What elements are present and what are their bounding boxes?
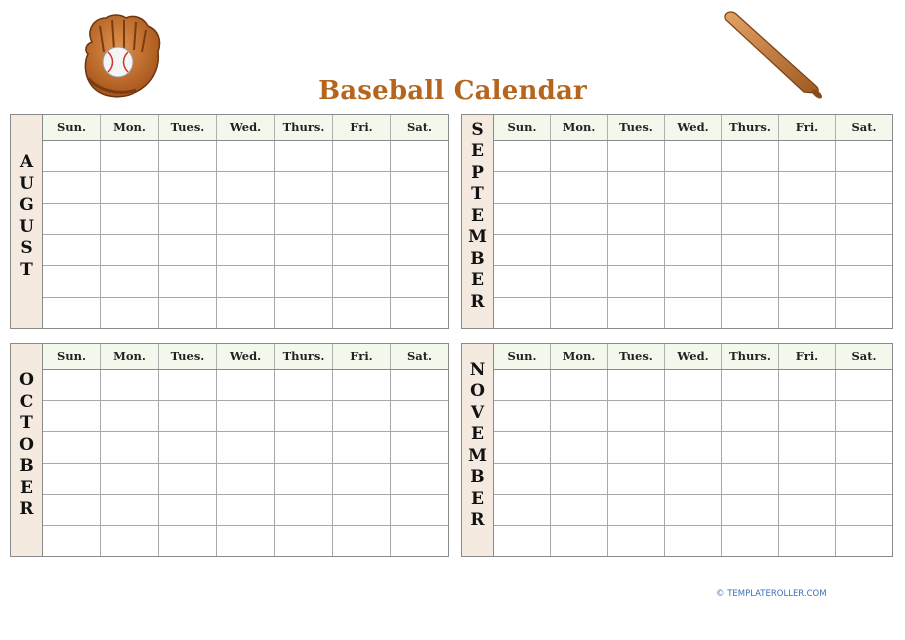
day-cell[interactable]: [275, 526, 333, 556]
week-row: [43, 235, 448, 266]
day-cell[interactable]: [722, 464, 779, 494]
day-cell[interactable]: [494, 464, 551, 494]
day-cell[interactable]: [494, 298, 551, 328]
day-cell[interactable]: [159, 495, 217, 525]
day-cell[interactable]: [275, 298, 333, 328]
day-cell[interactable]: [551, 204, 608, 234]
day-cell[interactable]: [836, 204, 892, 234]
week-row: [494, 266, 892, 297]
month-name-letter: C: [19, 391, 34, 412]
week-row: [43, 141, 448, 172]
month-label-column: [462, 344, 494, 556]
day-cell[interactable]: [779, 266, 836, 296]
day-cell[interactable]: [608, 401, 665, 431]
day-cell[interactable]: [43, 526, 101, 556]
day-cell[interactable]: [608, 370, 665, 400]
day-cell[interactable]: [159, 370, 217, 400]
day-cell[interactable]: [494, 266, 551, 296]
week-row: [494, 495, 892, 526]
week-row: [494, 172, 892, 203]
day-cell[interactable]: [608, 464, 665, 494]
day-cell[interactable]: [275, 141, 333, 171]
weekday-header: Fri.: [333, 115, 391, 140]
day-cell[interactable]: [722, 204, 779, 234]
month-name-letter: U: [19, 216, 34, 237]
day-cell[interactable]: [836, 235, 892, 265]
month-name-letter: P: [471, 162, 484, 183]
day-cell[interactable]: [275, 266, 333, 296]
day-cell[interactable]: [333, 495, 391, 525]
day-cell[interactable]: [217, 401, 275, 431]
day-cell[interactable]: [159, 464, 217, 494]
week-row: [43, 495, 448, 526]
day-cell[interactable]: [551, 495, 608, 525]
day-cell[interactable]: [391, 204, 448, 234]
weekday-header: Sat.: [851, 120, 877, 134]
day-cell[interactable]: [217, 495, 275, 525]
day-cell[interactable]: [159, 526, 217, 556]
day-cell[interactable]: [275, 370, 333, 400]
day-cell[interactable]: [333, 464, 391, 494]
month-name-letter: B: [19, 456, 34, 477]
day-cell[interactable]: [43, 141, 101, 171]
day-cell[interactable]: [722, 141, 779, 171]
day-cell[interactable]: [43, 172, 101, 202]
day-cell[interactable]: [333, 370, 391, 400]
page-title: Baseball Calendar: [318, 76, 587, 106]
day-cell[interactable]: [333, 141, 391, 171]
day-cell[interactable]: [159, 266, 217, 296]
day-cell[interactable]: [608, 204, 665, 234]
day-cell[interactable]: [494, 432, 551, 462]
day-cell[interactable]: [551, 266, 608, 296]
month-name-letter: M: [468, 445, 487, 466]
day-cell[interactable]: [722, 526, 779, 556]
month-name-letter: V: [470, 402, 485, 423]
day-cell[interactable]: [101, 370, 159, 400]
day-cell[interactable]: [391, 495, 448, 525]
day-cell[interactable]: [608, 266, 665, 296]
day-cell[interactable]: [551, 526, 608, 556]
day-cell[interactable]: [551, 298, 608, 328]
day-cell[interactable]: [608, 432, 665, 462]
day-cell[interactable]: [275, 464, 333, 494]
day-cell[interactable]: [779, 370, 836, 400]
day-cell[interactable]: [43, 266, 101, 296]
day-cell[interactable]: [779, 432, 836, 462]
day-cell[interactable]: [43, 298, 101, 328]
day-cell[interactable]: [551, 464, 608, 494]
day-cell[interactable]: [43, 464, 101, 494]
day-cell[interactable]: [391, 141, 448, 171]
month-name-letter: E: [471, 488, 484, 509]
day-cell[interactable]: [391, 370, 448, 400]
day-cell[interactable]: [275, 495, 333, 525]
weekday-header: Sun.: [43, 115, 101, 140]
month-name-letter: R: [470, 510, 485, 530]
weekday-header: Fri.: [779, 115, 836, 140]
day-cell[interactable]: [665, 432, 722, 462]
day-cell[interactable]: [608, 235, 665, 265]
day-cell[interactable]: [217, 266, 275, 296]
day-cell[interactable]: [608, 141, 665, 171]
day-cell[interactable]: [275, 401, 333, 431]
month-grid: [494, 115, 892, 328]
day-cell[interactable]: [722, 298, 779, 328]
day-cell[interactable]: [665, 141, 722, 171]
day-cell[interactable]: [494, 370, 551, 400]
week-row: [494, 526, 892, 556]
day-cell[interactable]: [779, 298, 836, 328]
day-cell[interactable]: [494, 141, 551, 171]
day-cell[interactable]: [159, 204, 217, 234]
day-cell[interactable]: [101, 172, 159, 202]
month-label-column: [462, 115, 494, 328]
week-row: [43, 298, 448, 328]
month-label-column: [11, 115, 43, 328]
weekday-header: Sat.: [851, 349, 877, 363]
week-row: [43, 526, 448, 556]
month-grid: [494, 344, 892, 556]
day-cell[interactable]: [665, 464, 722, 494]
month-name-letter: S: [20, 238, 33, 258]
day-cell[interactable]: [333, 204, 391, 234]
day-cell[interactable]: [722, 266, 779, 296]
day-cell[interactable]: [217, 141, 275, 171]
day-cell[interactable]: [43, 204, 101, 234]
month-label-column: [11, 344, 43, 556]
day-cell[interactable]: [101, 495, 159, 525]
month-name-letter: B: [470, 467, 485, 487]
day-cell[interactable]: [665, 495, 722, 525]
day-cell[interactable]: [722, 401, 779, 431]
day-cell[interactable]: [101, 526, 159, 556]
month-calendar-august: [10, 114, 449, 329]
weekday-header: Wed.: [217, 115, 275, 140]
week-row: [43, 266, 448, 297]
day-cell[interactable]: [333, 432, 391, 462]
month-name-letter: O: [470, 381, 485, 401]
day-cell[interactable]: [836, 370, 892, 400]
weekday-header: Sun.: [494, 344, 551, 369]
weekday-header: Sun.: [43, 344, 101, 369]
weekday-header: Mon.: [101, 115, 159, 140]
day-cell[interactable]: [551, 432, 608, 462]
day-cell[interactable]: [722, 432, 779, 462]
weekday-header: Mon.: [101, 344, 159, 369]
day-cell[interactable]: [391, 464, 448, 494]
day-cell[interactable]: [494, 495, 551, 525]
day-cell[interactable]: [665, 298, 722, 328]
day-cell[interactable]: [494, 526, 551, 556]
month-name-letter: M: [468, 227, 487, 248]
weekday-header: Wed.: [217, 344, 275, 369]
day-cell[interactable]: [836, 298, 892, 328]
weekday-header-row: [494, 344, 892, 370]
footer-credit[interactable]: © TEMPLATEROLLER.COM: [716, 589, 827, 599]
day-cell[interactable]: [608, 298, 665, 328]
day-cell[interactable]: [101, 401, 159, 431]
day-cell[interactable]: [333, 526, 391, 556]
weekday-header: Thurs.: [275, 344, 333, 369]
day-cell[interactable]: [551, 141, 608, 171]
month-calendar-november: [461, 343, 893, 557]
day-cell[interactable]: [159, 172, 217, 202]
weekday-header: Fri.: [779, 344, 836, 369]
month-name-letter: E: [20, 477, 33, 498]
month-grid: [43, 344, 448, 556]
day-cell[interactable]: [836, 526, 892, 556]
day-cell[interactable]: [101, 204, 159, 234]
week-row: [43, 172, 448, 203]
month-name-letter: T: [20, 259, 33, 280]
weekday-header: Tues.: [608, 115, 665, 140]
week-row: [43, 204, 448, 235]
week-row: [494, 204, 892, 235]
day-cell[interactable]: [217, 172, 275, 202]
month-name-letter: N: [469, 359, 486, 380]
day-cell[interactable]: [275, 235, 333, 265]
day-cell[interactable]: [494, 204, 551, 234]
day-cell[interactable]: [217, 298, 275, 328]
week-row: [494, 401, 892, 432]
week-row: [494, 464, 892, 495]
day-cell[interactable]: [391, 172, 448, 202]
week-row: [43, 432, 448, 463]
month-name: [19, 152, 34, 281]
day-cell[interactable]: [43, 235, 101, 265]
month-grid: [43, 115, 448, 328]
day-cell[interactable]: [391, 298, 448, 328]
day-cell[interactable]: [217, 464, 275, 494]
day-cell[interactable]: [217, 370, 275, 400]
month-name-letter: R: [19, 499, 34, 520]
day-cell[interactable]: [217, 204, 275, 234]
day-cell[interactable]: [43, 370, 101, 400]
day-cell[interactable]: [665, 266, 722, 296]
week-row: [43, 370, 448, 401]
weekday-header-row: [494, 115, 892, 141]
day-cell[interactable]: [608, 495, 665, 525]
month-name-letter: E: [471, 424, 484, 444]
weekday-header: Thurs.: [275, 115, 333, 140]
day-cell[interactable]: [275, 432, 333, 462]
weekday-header: Sun.: [494, 115, 551, 140]
day-cell[interactable]: [551, 235, 608, 265]
month-name-letter: E: [471, 141, 484, 162]
weekday-header: Fri.: [333, 344, 391, 369]
day-cell[interactable]: [551, 172, 608, 202]
day-cell[interactable]: [43, 432, 101, 462]
day-cell[interactable]: [836, 401, 892, 431]
day-cell[interactable]: [101, 464, 159, 494]
month-name-letter: B: [470, 248, 485, 269]
week-row: [494, 141, 892, 172]
day-cell[interactable]: [779, 172, 836, 202]
day-cell[interactable]: [333, 235, 391, 265]
month-name-letter: O: [19, 434, 34, 455]
weekday-header: Thurs.: [722, 115, 779, 140]
day-cell[interactable]: [159, 141, 217, 171]
day-cell[interactable]: [779, 464, 836, 494]
day-cell[interactable]: [836, 266, 892, 296]
month-name-letter: T: [20, 413, 33, 434]
weekday-header: Sat.: [406, 349, 433, 363]
weekday-header: Mon.: [551, 344, 608, 369]
day-cell[interactable]: [722, 172, 779, 202]
day-cell[interactable]: [159, 401, 217, 431]
month-name-letter: E: [471, 205, 484, 226]
day-cell[interactable]: [333, 266, 391, 296]
day-cell[interactable]: [217, 235, 275, 265]
day-cell[interactable]: [779, 141, 836, 171]
day-cell[interactable]: [101, 266, 159, 296]
week-row: [43, 401, 448, 432]
day-cell[interactable]: [333, 401, 391, 431]
month-name: [468, 360, 487, 532]
weekday-header: Tues.: [159, 344, 217, 369]
day-cell[interactable]: [217, 526, 275, 556]
day-cell[interactable]: [275, 204, 333, 234]
week-row: [494, 370, 892, 401]
week-row: [494, 235, 892, 266]
month-name-letter: G: [19, 195, 34, 215]
day-cell[interactable]: [608, 526, 665, 556]
weekday-header: Wed.: [665, 115, 722, 140]
day-cell[interactable]: [836, 464, 892, 494]
day-cell[interactable]: [836, 432, 892, 462]
day-cell[interactable]: [101, 432, 159, 462]
day-cell[interactable]: [779, 204, 836, 234]
month-name-letter: U: [19, 173, 34, 194]
day-cell[interactable]: [391, 401, 448, 431]
week-row: [494, 298, 892, 328]
day-cell[interactable]: [43, 495, 101, 525]
day-cell[interactable]: [722, 370, 779, 400]
day-cell[interactable]: [391, 526, 448, 556]
day-cell[interactable]: [217, 432, 275, 462]
month-calendar-october: [10, 343, 449, 557]
day-cell[interactable]: [665, 204, 722, 234]
day-cell[interactable]: [494, 235, 551, 265]
weekday-header: Wed.: [665, 344, 722, 369]
weekday-header: Tues.: [159, 115, 217, 140]
day-cell[interactable]: [391, 235, 448, 265]
day-cell[interactable]: [779, 526, 836, 556]
day-cell[interactable]: [665, 370, 722, 400]
month-name-letter: T: [471, 184, 484, 205]
day-cell[interactable]: [101, 298, 159, 328]
day-cell[interactable]: [665, 401, 722, 431]
month-name: [19, 370, 34, 521]
month-name-letter: S: [471, 119, 484, 140]
day-cell[interactable]: [608, 172, 665, 202]
day-cell[interactable]: [275, 172, 333, 202]
weekday-header: Mon.: [551, 115, 608, 140]
day-cell[interactable]: [665, 172, 722, 202]
day-cell[interactable]: [101, 235, 159, 265]
month-name: [468, 120, 487, 314]
day-cell[interactable]: [494, 401, 551, 431]
week-row: [494, 432, 892, 463]
day-cell[interactable]: [43, 401, 101, 431]
day-cell[interactable]: [333, 298, 391, 328]
weekday-header: Sat.: [406, 120, 433, 134]
day-cell[interactable]: [665, 526, 722, 556]
month-name-letter: A: [19, 152, 34, 172]
month-name-letter: E: [471, 270, 484, 291]
day-cell[interactable]: [722, 495, 779, 525]
weekday-header: Thurs.: [722, 344, 779, 369]
day-cell[interactable]: [159, 298, 217, 328]
week-row: [43, 464, 448, 495]
month-calendar-september: [461, 114, 893, 329]
month-name-letter: O: [19, 370, 34, 391]
day-cell[interactable]: [836, 495, 892, 525]
day-cell[interactable]: [391, 432, 448, 462]
day-cell[interactable]: [101, 141, 159, 171]
day-cell[interactable]: [551, 401, 608, 431]
day-cell[interactable]: [159, 432, 217, 462]
day-cell[interactable]: [779, 401, 836, 431]
weekday-header-row: [43, 115, 448, 141]
day-cell[interactable]: [159, 235, 217, 265]
day-cell[interactable]: [494, 172, 551, 202]
day-cell[interactable]: [779, 235, 836, 265]
day-cell[interactable]: [722, 235, 779, 265]
weekday-header-row: [43, 344, 448, 370]
day-cell[interactable]: [551, 370, 608, 400]
day-cell[interactable]: [391, 266, 448, 296]
day-cell[interactable]: [665, 235, 722, 265]
day-cell[interactable]: [333, 172, 391, 202]
day-cell[interactable]: [779, 495, 836, 525]
month-name-letter: R: [470, 291, 485, 312]
weekday-header: Tues.: [608, 344, 665, 369]
day-cell[interactable]: [836, 141, 892, 171]
day-cell[interactable]: [836, 172, 892, 202]
